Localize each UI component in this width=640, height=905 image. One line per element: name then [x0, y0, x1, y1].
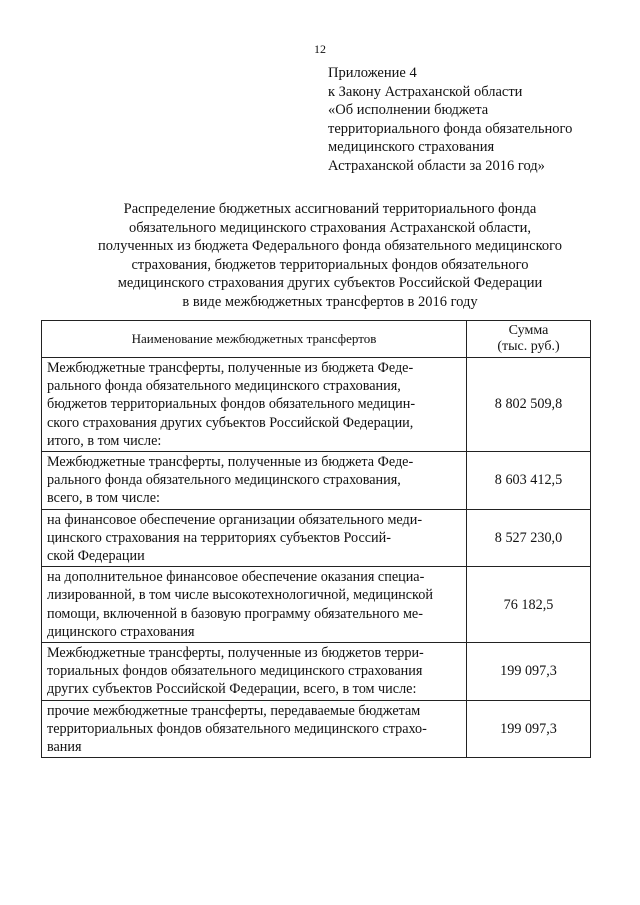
cell-line: рального фонда обязательного медицинского страхования,: [47, 472, 401, 489]
transfer-name-cell: [42, 567, 467, 643]
cell-line: ской Федерации: [47, 548, 145, 565]
transfer-name-cell: [42, 509, 467, 567]
transfer-sum-cell: 8 802 509,8: [467, 358, 591, 452]
table-row: [42, 509, 591, 567]
transfer-sum-cell: 76 182,5: [467, 567, 591, 643]
cell-line: Межбюджетные трансферты, полученные из бюджета Феде-: [47, 360, 414, 376]
document-heading: [40, 200, 620, 312]
sum-header-line: (тыс. руб.): [497, 339, 560, 354]
cell-line: ского страхования других субъектов Российской Федерации,: [47, 414, 414, 431]
heading-line: страхования, бюджетов территориальных фондов обязательного: [131, 256, 529, 273]
sum-header-line: Сумма: [508, 323, 549, 338]
appendix-line: «Об исполнении бюджета: [328, 102, 489, 118]
transfer-name-cell: [42, 643, 467, 701]
cell-line: Межбюджетные трансферты, полученные из бюджетов терри-: [47, 645, 424, 662]
transfer-name-cell: [42, 452, 467, 510]
cell-line: цинского страхования на территориях субъектов Россий-: [47, 529, 391, 546]
cell-line: рального фонда обязательного медицинского страхования,: [47, 378, 401, 395]
appendix-line: Приложение 4: [328, 65, 417, 81]
cell-line: всего, в том числе:: [47, 490, 160, 507]
cell-line: бюджетов территориальных фондов обязательного медицин-: [47, 396, 416, 413]
cell-line: территориальных фондов обязательного медицинского страхо-: [47, 720, 427, 737]
cell-line: на дополнительное финансовое обеспечение оказания специа-: [47, 569, 425, 586]
table-row: [42, 700, 591, 758]
cell-line: на финансовое обеспечение организации обязательного меди-: [47, 511, 423, 528]
appendix-line: медицинского страхования: [328, 139, 495, 155]
cell-line: Межбюджетные трансферты, полученные из бюджета Феде-: [47, 454, 414, 471]
column-header-name: Наименование межбюджетных трансфертов: [42, 321, 467, 358]
transfer-sum-cell: 8 527 230,0: [467, 509, 591, 567]
column-header-sum: [467, 321, 591, 358]
cell-line: итого, в том числе:: [47, 432, 162, 449]
transfer-sum-cell: 8 603 412,5: [467, 452, 591, 510]
heading-line: обязательного медицинского страхования Астраханской области,: [128, 219, 532, 236]
appendix-line: территориального фонда обязательного: [328, 120, 573, 137]
table-header-row: [42, 321, 591, 358]
appendix-reference: [328, 64, 628, 175]
transfer-name-cell: [42, 700, 467, 758]
page-number: 12: [314, 42, 326, 56]
transfers-table: [41, 320, 591, 758]
cell-line: лизированной, в том числе высокотехнологичной, медицинской: [47, 587, 433, 604]
cell-line: помощи, включенной в базовую программу обязательного ме-: [47, 605, 423, 622]
appendix-line: Астраханской области за 2016 год»: [328, 157, 545, 174]
cell-line: других субъектов Российской Федерации, всего, в том числе:: [47, 681, 417, 698]
transfer-sum-cell: 199 097,3: [467, 643, 591, 701]
table-row: [42, 358, 591, 452]
heading-line: медицинского страхования других субъектов Российской Федерации: [117, 275, 543, 292]
cell-line: прочие межбюджетные трансферты, передаваемые бюджетам: [47, 702, 421, 719]
heading-line: полученных из бюджета Федерального фонда обязательного медицинского: [98, 238, 562, 255]
table-row: [42, 452, 591, 510]
cell-line: ториальных фондов обязательного медицинского страхования: [47, 663, 423, 680]
transfer-sum-cell: 199 097,3: [467, 700, 591, 758]
heading-line: Распределение бюджетных ассигнований территориального фонда: [123, 201, 537, 217]
table-row: [42, 643, 591, 701]
cell-line: дицинского страхования: [47, 623, 195, 640]
heading-line: в виде межбюджетных трансфертов в 2016 году: [182, 293, 478, 310]
appendix-line: к Закону Астраханской области: [328, 83, 523, 100]
table-row: [42, 567, 591, 643]
cell-line: вания: [47, 739, 82, 756]
transfer-name-cell: [42, 358, 467, 452]
